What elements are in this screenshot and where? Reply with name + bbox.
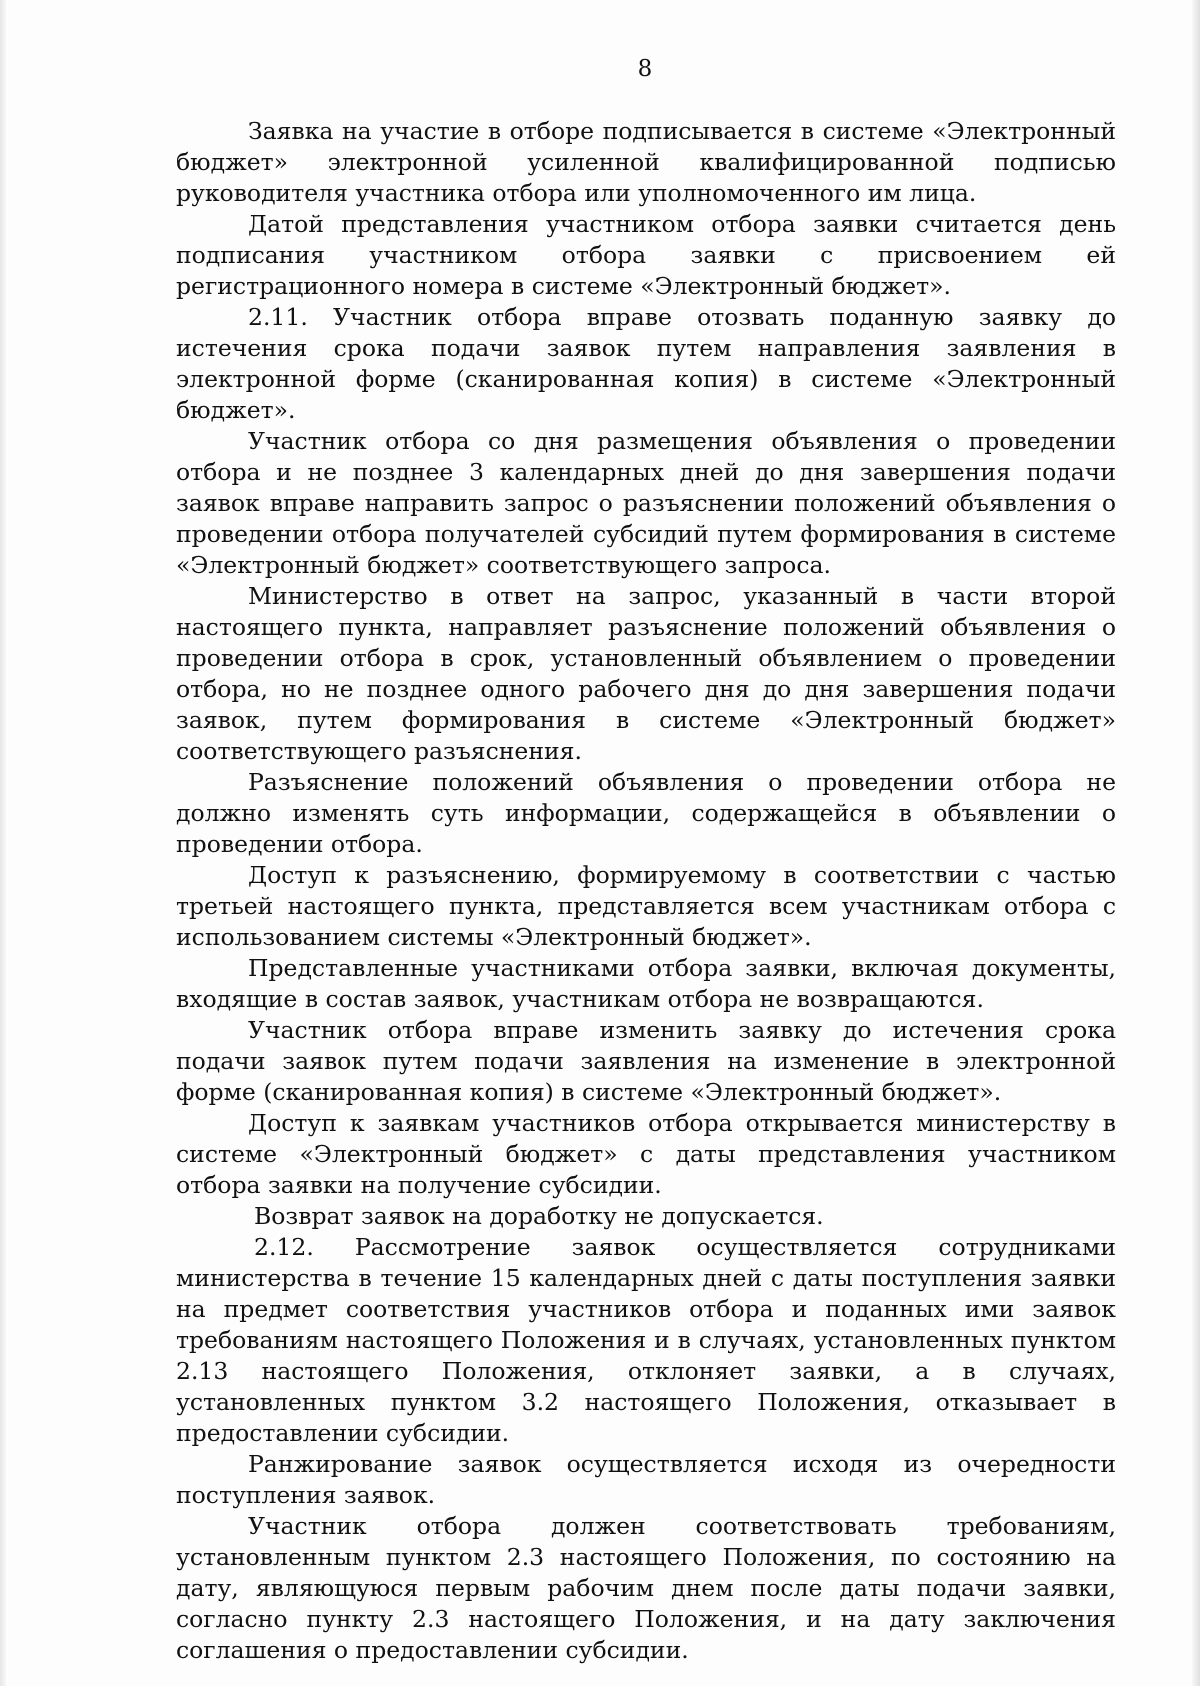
document-body <box>176 116 1116 1666</box>
scan-edge-right <box>1192 0 1200 1686</box>
paragraph: Ранжирование заявок осуществляется исходя из очередности поступления заявок. <box>176 1450 1116 1509</box>
paragraph: Участник отбора вправе изменить заявку до истечения срока подачи заявок путем подачи заявления на изменение в электронной форме (сканированная копия) в системе «Электронный бюджет». <box>176 1016 1116 1106</box>
paragraph: Доступ к разъяснению, формируемому в соответствии с частью третьей настоящего пункта, представляется всем участникам отбора с использованием системы «Электронный бюджет». <box>176 861 1116 951</box>
scan-edge-left <box>0 0 6 1686</box>
paragraph: Участник отбора должен соответствовать требованиям, установленным пунктом 2.3 настоящего Положения, по состоянию на дату, являющуюся первым рабочим днем после даты подачи заявки, согласно пункту 2.3 настоящего Положения, и на дату заключения соглашения о предоставлении субсидии. <box>176 1512 1116 1664</box>
paragraph: Возврат заявок на доработку не допускается. <box>254 1202 824 1230</box>
paragraph: Разъяснение положений объявления о проведении отбора не должно изменять суть информации, содержащейся в объявлении о проведении отбора. <box>176 768 1116 858</box>
paragraph: 2.12. Рассмотрение заявок осуществляется сотрудниками министерства в течение 15 календарных дней с даты поступления заявки на предмет соответствия участников отбора и поданных ими заявок требованиям настоящего Положения и в случаях, установленных пунктом 2.13 настоящего Положения, отклоняет заявки, а в случаях, установленных пунктом 3.2 настоящего Положения, отказывает в предоставлении субсидии. <box>176 1233 1116 1447</box>
paragraph: Датой представления участником отбора заявки считается день подписания участником отбора заявки с присвоением ей регистрационного номера в системе «Электронный бюджет». <box>176 210 1116 300</box>
paragraph: Министерство в ответ на запрос, указанный в части второй настоящего пункта, направляет разъяснение положений объявления о проведении отбора в срок, установленный объявлением о проведении отбора, но не позднее одного рабочего дня до дня завершения подачи заявок, путем формирования в системе «Электронный бюджет» соответствующего разъяснения. <box>176 582 1116 765</box>
paragraph: Доступ к заявкам участников отбора открывается министерству в системе «Электронный бюджет» с даты представления участником отбора заявки на получение субсидии. <box>176 1109 1116 1199</box>
page-number: 8 <box>637 56 653 82</box>
paragraph: Участник отбора со дня размещения объявления о проведении отбора и не позднее 3 календарных дней до дня завершения подачи заявок вправе направить запрос о разъяснении положений объявления о проведении отбора получателей субсидий путем формирования в системе «Электронный бюджет» соответствующего запроса. <box>176 427 1116 579</box>
paragraph: Представленные участниками отбора заявки, включая документы, входящие в состав заявок, участникам отбора не возвращаются. <box>176 954 1116 1013</box>
paragraph: 2.11. Участник отбора вправе отозвать поданную заявку до истечения срока подачи заявок путем направления заявления в электронной форме (сканированная копия) в системе «Электронный бюджет». <box>176 303 1116 424</box>
paragraph: Заявка на участие в отборе подписывается в системе «Электронный бюджет» электронной усиленной квалифицированной подписью руководителя участника отбора или уполномоченного им лица. <box>176 117 1116 207</box>
